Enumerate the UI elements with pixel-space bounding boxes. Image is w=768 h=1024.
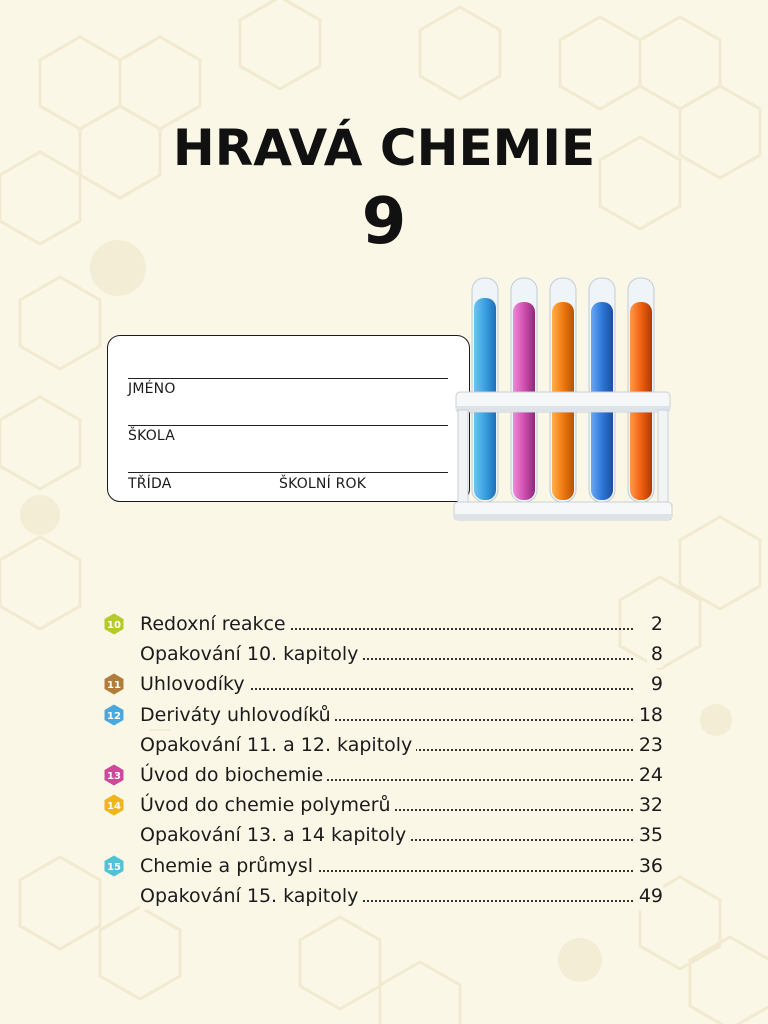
chapter-badge-icon — [103, 673, 125, 695]
chapter-badge-icon — [103, 613, 125, 635]
toc-title: Deriváty uhlovodíků — [140, 701, 335, 729]
toc-row[interactable] — [103, 730, 663, 760]
toc-row[interactable] — [103, 820, 663, 850]
class-label: TŘÍDA — [128, 476, 172, 492]
toc-title: Opakování 10. kapitoly — [140, 640, 362, 668]
toc-title: Uhlovodíky — [140, 670, 249, 698]
toc-title: Redoxní reakce — [140, 610, 290, 638]
class-line[interactable] — [128, 472, 448, 473]
chapter-number: 14 — [107, 801, 121, 813]
name-card — [107, 335, 470, 502]
name-line[interactable] — [128, 378, 448, 379]
toc-row[interactable] — [103, 639, 663, 669]
grade-number: 9 — [361, 185, 407, 259]
chapter-number: 13 — [107, 770, 121, 782]
toc-title: Chemie a průmysl — [140, 852, 317, 880]
test-tube — [472, 278, 498, 502]
toc-page-number: 35 — [635, 821, 663, 849]
toc-row[interactable] — [103, 881, 663, 911]
toc-page-number: 49 — [635, 882, 663, 910]
chapter-badge-icon — [103, 855, 125, 877]
toc-page-number: 18 — [635, 701, 663, 729]
name-label: JMÉNO — [128, 381, 176, 397]
toc-row[interactable] — [103, 669, 663, 699]
chapter-number: 12 — [107, 710, 121, 722]
toc-row[interactable] — [103, 609, 663, 639]
toc-page-number: 32 — [635, 791, 663, 819]
toc-page-number: 2 — [647, 610, 663, 638]
test-tubes-rack-icon — [452, 272, 674, 534]
chapter-badge-icon — [103, 764, 125, 786]
book-title: HRAVÁ CHEMIE — [172, 119, 596, 177]
chapter-number: 10 — [107, 620, 121, 631]
chapter-number: 11 — [107, 680, 121, 692]
chapter-number: 15 — [107, 861, 121, 873]
school-line[interactable] — [128, 425, 448, 426]
table-of-contents — [103, 609, 663, 911]
toc-row[interactable] — [103, 851, 663, 881]
toc-page-number: 8 — [647, 640, 663, 668]
toc-page-number: 9 — [647, 670, 663, 698]
chapter-badge-icon — [103, 704, 125, 726]
toc-row[interactable] — [103, 760, 663, 790]
chapter-badge-icon — [103, 794, 125, 816]
toc-title: Úvod do chemie polymerů — [140, 791, 395, 819]
toc-page-number: 23 — [635, 731, 663, 759]
toc-row[interactable] — [103, 790, 663, 820]
toc-page-number: 36 — [635, 852, 663, 880]
toc-title: Opakování 15. kapitoly — [140, 882, 362, 910]
school-year-label: ŠKOLNÍ ROK — [279, 476, 367, 492]
toc-title: Úvod do biochemie — [140, 761, 327, 789]
school-label: ŠKOLA — [128, 428, 176, 444]
toc-row[interactable] — [103, 700, 663, 730]
toc-page-number: 24 — [635, 761, 663, 789]
toc-title: Opakování 11. a 12. kapitoly — [140, 731, 416, 759]
toc-title: Opakování 13. a 14 kapitoly — [140, 821, 410, 849]
